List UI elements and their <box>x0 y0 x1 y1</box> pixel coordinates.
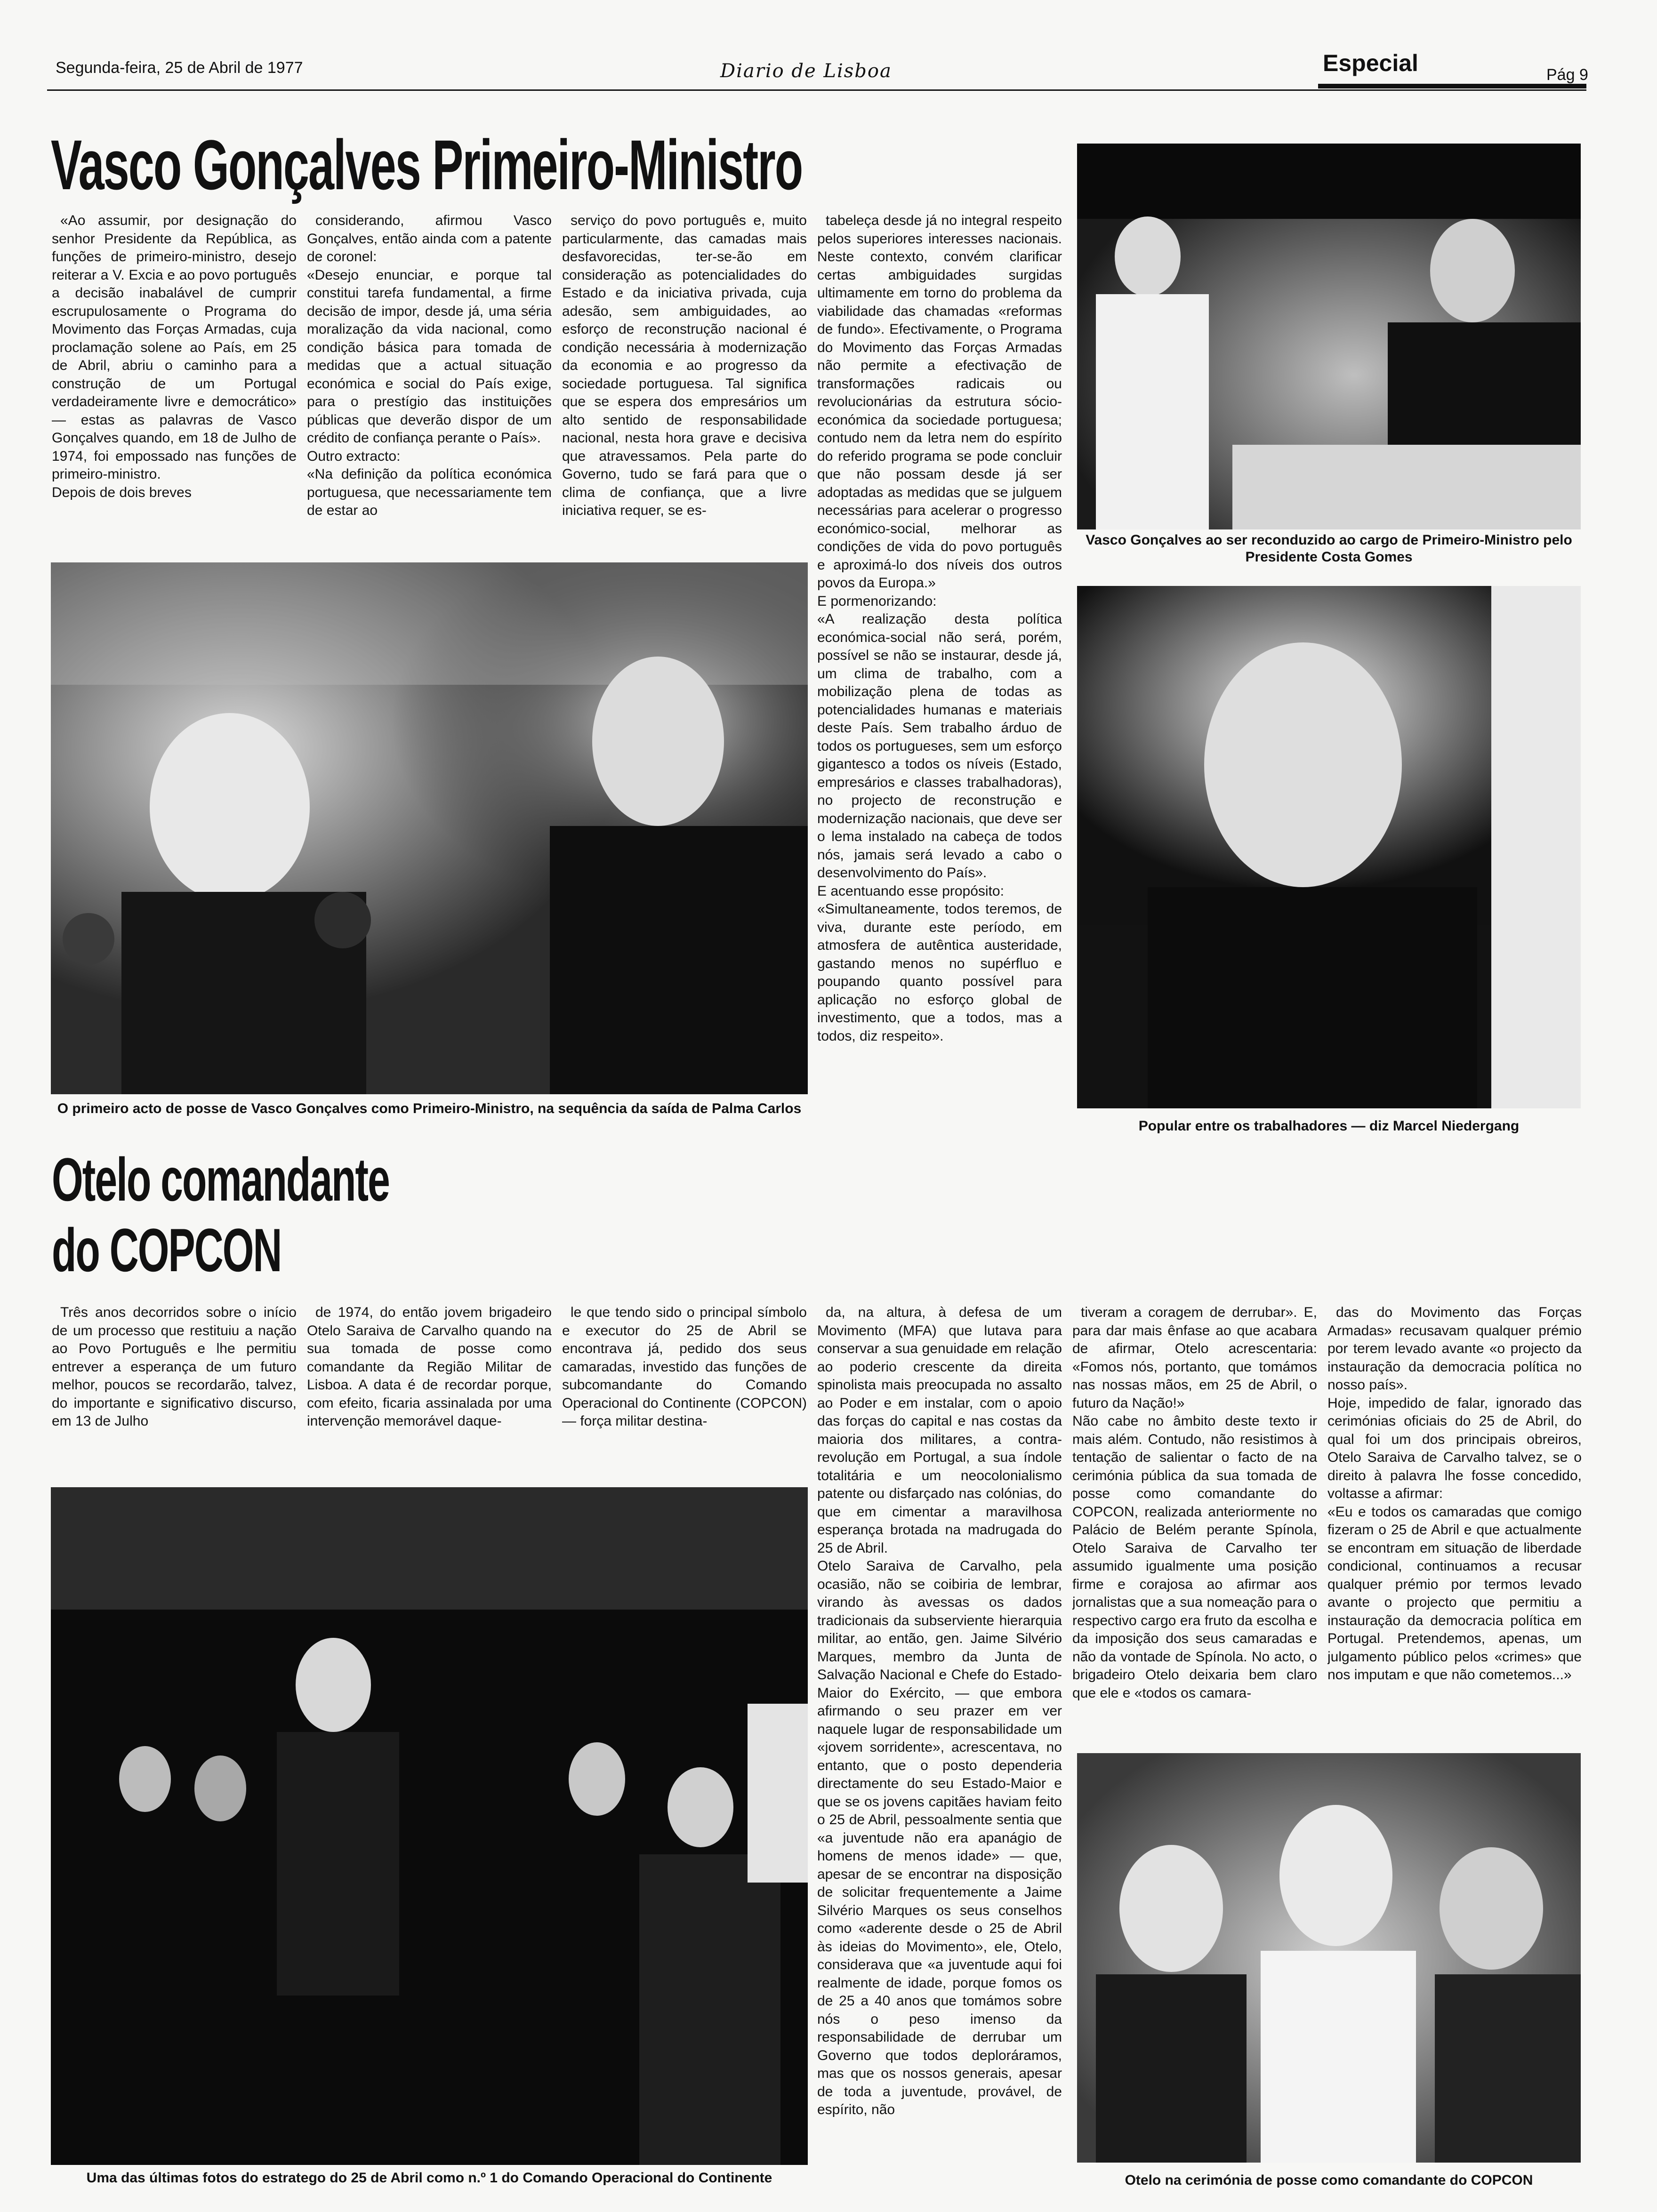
section-label: Especial <box>1323 50 1418 76</box>
photo-vasco-first-swearing-in-image <box>51 562 808 1094</box>
article2-column-6: das do Movimento das Forças Armadas» recusavam qualquer prémio por terem levado avante «o projecto da instauração da democracia política no nosso país». Hoje, impedido de falar, ignorado das cerimónias oficiais do 25 de Abril, do qual foi um dos principais obreiros, Otelo Saraiva de Carvalho talvez, se o direito à palavra lhe fosse concedido, voltasse a afirmar: «Eu e todos os camaradas que comigo fizeram o 25 de Abril e que actualmente se encontram em situação de liberdade condicional, continuamos a recusar qualquer prémio por termos levado avante o projecto que permitiu a instauração da democracia política em Portugal. Pretendemos, apenas, um julgamento público pelos «crimes» que nos imputam e que não cometemos...» <box>1327 1305 1582 1683</box>
article2-headline-line1: Otelo comandante <box>52 1145 389 1214</box>
section-rule <box>1318 84 1586 88</box>
header-rule <box>47 89 1586 91</box>
article2-column-1: Três anos decorridos sobre o início de um processo que restituiu a nação ao Povo Português e lhe permitiu entrever a esperança de um futuro melhor, poucos se recordarão, talvez, do importante e significativo discurso, em 13 de Julho <box>52 1305 297 1429</box>
caption-otelo-swearing-in: Otelo na cerimónia de posse como comandante do COPCON <box>1125 2172 1533 2188</box>
photo-popular-workers-image <box>1077 586 1581 1108</box>
caption-vasco-reappointed: Vasco Gonçalves ao ser reconduzido ao cargo de Primeiro-Ministro pelo Presidente Costa Gomes <box>1086 532 1572 565</box>
photo-otelo-copcon-group-image <box>51 1487 808 2165</box>
article2-column-2: de 1974, do então jovem brigadeiro Otelo Saraiva de Carvalho quando na sua tomada de posse como comandante da Região Militar de Lisboa. A data é de recordar porque, com efeito, ficaria assinalada por uma intervenção memorável daque- <box>307 1305 552 1429</box>
photo-popular-workers <box>1077 586 1581 1108</box>
masthead: Diario de Lisboa <box>720 60 892 82</box>
photo-vasco-reappointed-image <box>1077 144 1581 529</box>
photo-otelo-swearing-in <box>1077 1753 1581 2163</box>
photo-vasco-first-swearing-in <box>51 562 808 1094</box>
photo-vasco-reappointed <box>1077 144 1581 529</box>
article1-column-2: considerando, afirmou Vasco Gonçalves, então ainda com a patente de coronel: «Desejo enunciar, e porque tal constitui tarefa fundamental, a firme decisão de impor, desde já, uma séria moralização da vida nacional, como condição básica para tomada de medidas que a actual situação económica e social do País exige, para o prestígio das instituições públicas que deverão dispor de um crédito de confiança perante o País». Outro extracto: «Na definição da política económica portuguesa, que necessariamente tem de estar ao <box>307 213 552 518</box>
article1-column-3: serviço do povo português e, muito particularmente, das camadas mais desfavorecidas, ter-se-ão em consideração as potencialidades do Estado e da iniciativa privada, cuja adesão, sem ambiguidades, ao esforço de reconstrução nacional é condição necessária à modernização da economia e ao progresso da sociedade portuguesa. Tal significa que se espera dos empresários um alto sentido de responsabilidade nacional, nesta hora grave e decisiva que atravessamos. Pela parte do Governo, tudo se fará para que o clima de confiança, que a livre iniciativa requer, se es- <box>562 213 807 518</box>
article1-column-4: tabeleça desde já no integral respeito pelos superiores interesses nacionais. Neste contexto, convém clarificar certas ambiguidades surgidas ultimamente em torno do problema da viabilidade das chamadas «reformas de fundo». Efectivamente, o Programa do Movimento das Forças Armadas não permite a efectivação de transformações radicais ou revolucionárias da estrutura sócio-económica da sociedade portuguesa; contudo nem da letra nem do espírito do referido programa se pode concluir que não possam desde já ser adoptadas as medidas que se julguem necessárias para acelerar o progresso económico-social, melhorar as condições de vida do povo português e aproximá-lo dos níveis dos outros povos da Europa.» E pormenorizando: «A realização desta política económica-social não será, porém, possível se não se instaurar, desde já, um clima de trabalho, com a mobilização plena de todas as potencialidades humanas e materiais deste País. Sem trabalho árduo de todos os portugueses, sem um esforço gigantesco a todos os níveis (Estado, empresários e classes trabalhadoras), no projecto de reconstrução e modernização nacionais, que deve ser o lema instalado na cabeça de todos nós, jamais será levado a cabo o desenvolvimento do País». E acentuando esse propósito: «Simultaneamente, todos teremos, de viva, durante este período, em atmosfera de autêntica austeridade, gastando menos no supérfluo e poupando quanto possível para aplicação no esforço global de investimento, que a todos, mas a todos, diz respeito». <box>817 213 1062 1044</box>
article1-headline: Vasco Gonçalves Primeiro-Ministro <box>51 125 803 204</box>
article2-column-3: le que tendo sido o principal símbolo e executor do 25 de Abril se encontrava já, pedido dos seus camaradas, investido das funções de subcomandante do Comando Operacional do Continente (COPCON) — força militar destina- <box>562 1305 807 1429</box>
caption-vasco-first-swearing-in: O primeiro acto de posse de Vasco Gonçalves como Primeiro-Ministro, na sequência da saída de Palma Carlos <box>57 1101 802 1116</box>
issue-date: Segunda-feira, 25 de Abril de 1977 <box>56 59 303 77</box>
caption-popular-workers: Popular entre os trabalhadores — diz Marcel Niedergang <box>1138 1118 1520 1134</box>
article2-column-5: tiveram a coragem de derrubar». E, para dar mais ênfase ao que acabara de afirmar, Otelo acrescentaria: «Fomos nós, portanto, que tomámos nas nossas mãos, em 25 de Abril, o futuro da Nação!» Não cabe no âmbito deste texto ir mais além. Contudo, não resistimos à tentação de salientar o facto de na cerimónia pública da sua tomada de posse como comandante do COPCON, realizada anteriormente no Palácio de Belém perante Spínola, Otelo Saraiva de Carvalho ter assumido igualmente uma posição firme e corajosa ao afirmar aos jornalistas que a sua nomeação para o respectivo cargo era fruto da escolha e da imposição dos seus camaradas e não da vontade de Spínola. No acto, o brigadeiro Otelo deixaria bem claro que ele e «todos os camara- <box>1072 1305 1317 1701</box>
photo-otelo-copcon-group <box>51 1487 808 2165</box>
caption-otelo-copcon-group: Uma das últimas fotos do estratego do 25 de Abril como n.º 1 do Comando Operacional do Continente <box>86 2170 772 2186</box>
article1-column-1: «Ao assumir, por designação do senhor Presidente da República, as funções de primeiro-ministro, desejo reiterar a V. Excia e ao povo português a decisão inabalável de cumprir escrupulosamente o Programa do Movimento das Forças Armadas, cuja proclamação solene ao País, em 25 de Abril, abriu o caminho para a construção de um Portugal verdadeiramente livre e democrático» — estas as palavras de Vasco Gonçalves quando, em 18 de Julho de 1974, foi empossado nas funções de primeiro-ministro. Depois de dois breves <box>52 213 297 500</box>
page-number: Pág 9 <box>1546 66 1588 84</box>
article2-column-4: da, na altura, à defesa de um Movimento (MFA) que lutava para conservar a sua genuidade em relação ao poderio crescente da direita spinolista mais preocupada no assalto ao Poder e em instalar, com o apoio das forças do capital e nas costas da maioria dos militares, a contra-revolução em Portugal, a sua índole totalitária e um neocolonialismo patente ou disfarçado nas colónias, do que em cimentar a maravilhosa esperança brotada na madrugada do 25 de Abril. Otelo Saraiva de Carvalho, pela ocasião, não se coibiria de lembrar, virando às avessas os dados tradicionais da subserviente hierarquia militar, ao então, gen. Jaime Silvério Marques, membro da Junta de Salvação Nacional e Chefe do Estado-Maior do Exército, — que embora afirmando o seu prazer em ver naquele lugar de responsabilidade um «jovem sorridente», acrescentava, no entanto, que o posto dependeria directamente do seu Estado-Maior e que se os jovens capitães haviam feito o 25 de Abril, pessoalmente sentia que «a juventude não era apanágio de homens de menos idade» — que, apesar de se encontrar na disposição de solicitar frequentemente a Jaime Silvério Marques os seus conselhos como «aderente desde o 25 de Abril às ideias do Movimento», ele, Otelo, considerava que «a juventude aqui foi realmente de idade, porque fomos os de 25 a 40 anos que tomámos sobre nós o peso imenso da responsabilidade de derrubar um Governo que todos deploráramos, mas que os nossos generais, apesar de toda a juventude, provável, de espírito, não <box>817 1305 1062 2117</box>
article2-headline-line2: do COPCON <box>52 1216 282 1284</box>
photo-otelo-swearing-in-image <box>1077 1753 1581 2163</box>
